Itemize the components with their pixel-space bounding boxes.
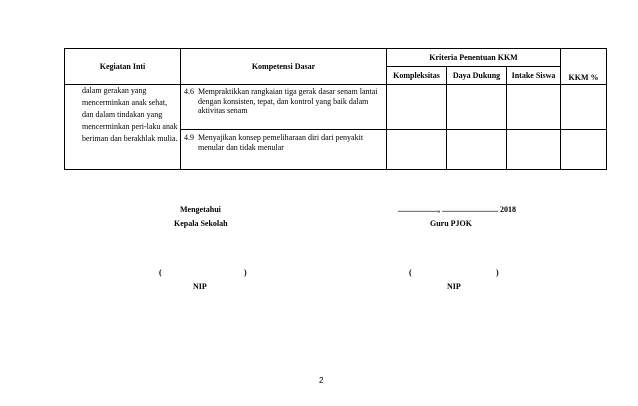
kd-number: 4.9 xyxy=(184,133,194,142)
header-intake-siswa: Intake Siswa xyxy=(507,67,561,85)
right-paren-close: ) xyxy=(496,268,499,277)
header-kompleksitas: Kompleksitas xyxy=(387,67,447,85)
cell-intake-siswa xyxy=(507,85,561,130)
kd-description: Mempraktikkan rangkaian tiga gerak dasar senam lantai dengan konsisten, tepat, dan kontrol yang baik dalam aktivitas senam xyxy=(198,87,378,115)
kepala-sekolah-label: Kepala Sekolah xyxy=(174,219,228,228)
kegiatan-inti-line: mencerminkan anak sehat, xyxy=(82,98,168,107)
left-paren-open: ( xyxy=(159,268,162,277)
header-daya-dukung: Daya Dukung xyxy=(447,67,507,85)
kegiatan-inti-line: dan dalam tindakan yang xyxy=(82,110,163,119)
cell-kkm xyxy=(561,85,607,130)
left-nip-label: NIP xyxy=(193,282,207,291)
right-paren-open: ( xyxy=(409,268,412,277)
cell-kompleksitas xyxy=(387,130,447,170)
kompetensi-row xyxy=(181,130,387,170)
cell-kompleksitas xyxy=(387,85,447,130)
kd-number: 4.6 xyxy=(184,87,194,96)
mengetahui-label: Mengetahui xyxy=(180,205,221,214)
cell-daya-dukung xyxy=(447,130,507,170)
cell-kkm xyxy=(561,130,607,170)
date-line: ...................., ............................ 2018 xyxy=(398,205,516,214)
kegiatan-inti-cell xyxy=(65,85,181,170)
cell-daya-dukung xyxy=(447,85,507,130)
header-kriteria-kkm: Kriteria Penentuan KKM xyxy=(387,49,561,67)
guru-pjok-label: Guru PJOK xyxy=(430,219,473,228)
kegiatan-inti-line: dalam gerakan yang xyxy=(82,86,147,95)
kegiatan-inti-line: beriman dan berakhlak mulia. xyxy=(82,134,178,143)
cell-intake-siswa xyxy=(507,130,561,170)
header-kkm-percent: KKM % xyxy=(561,49,607,85)
kegiatan-inti-line: mencerminkan peri-laku anak xyxy=(82,122,178,131)
header-kegiatan-inti: Kegiatan Inti xyxy=(65,49,181,85)
kompetensi-row xyxy=(181,85,387,130)
page-number: 2 xyxy=(319,376,324,385)
left-paren-close: ) xyxy=(244,268,247,277)
kkm-table xyxy=(64,48,607,170)
header-kompetensi-dasar: Kompetensi Dasar xyxy=(181,49,387,85)
right-nip-label: NIP xyxy=(447,282,461,291)
kd-description: Menyajikan konsep pemeliharaan diri dari penyakit menular dan tidak menular xyxy=(198,133,364,152)
